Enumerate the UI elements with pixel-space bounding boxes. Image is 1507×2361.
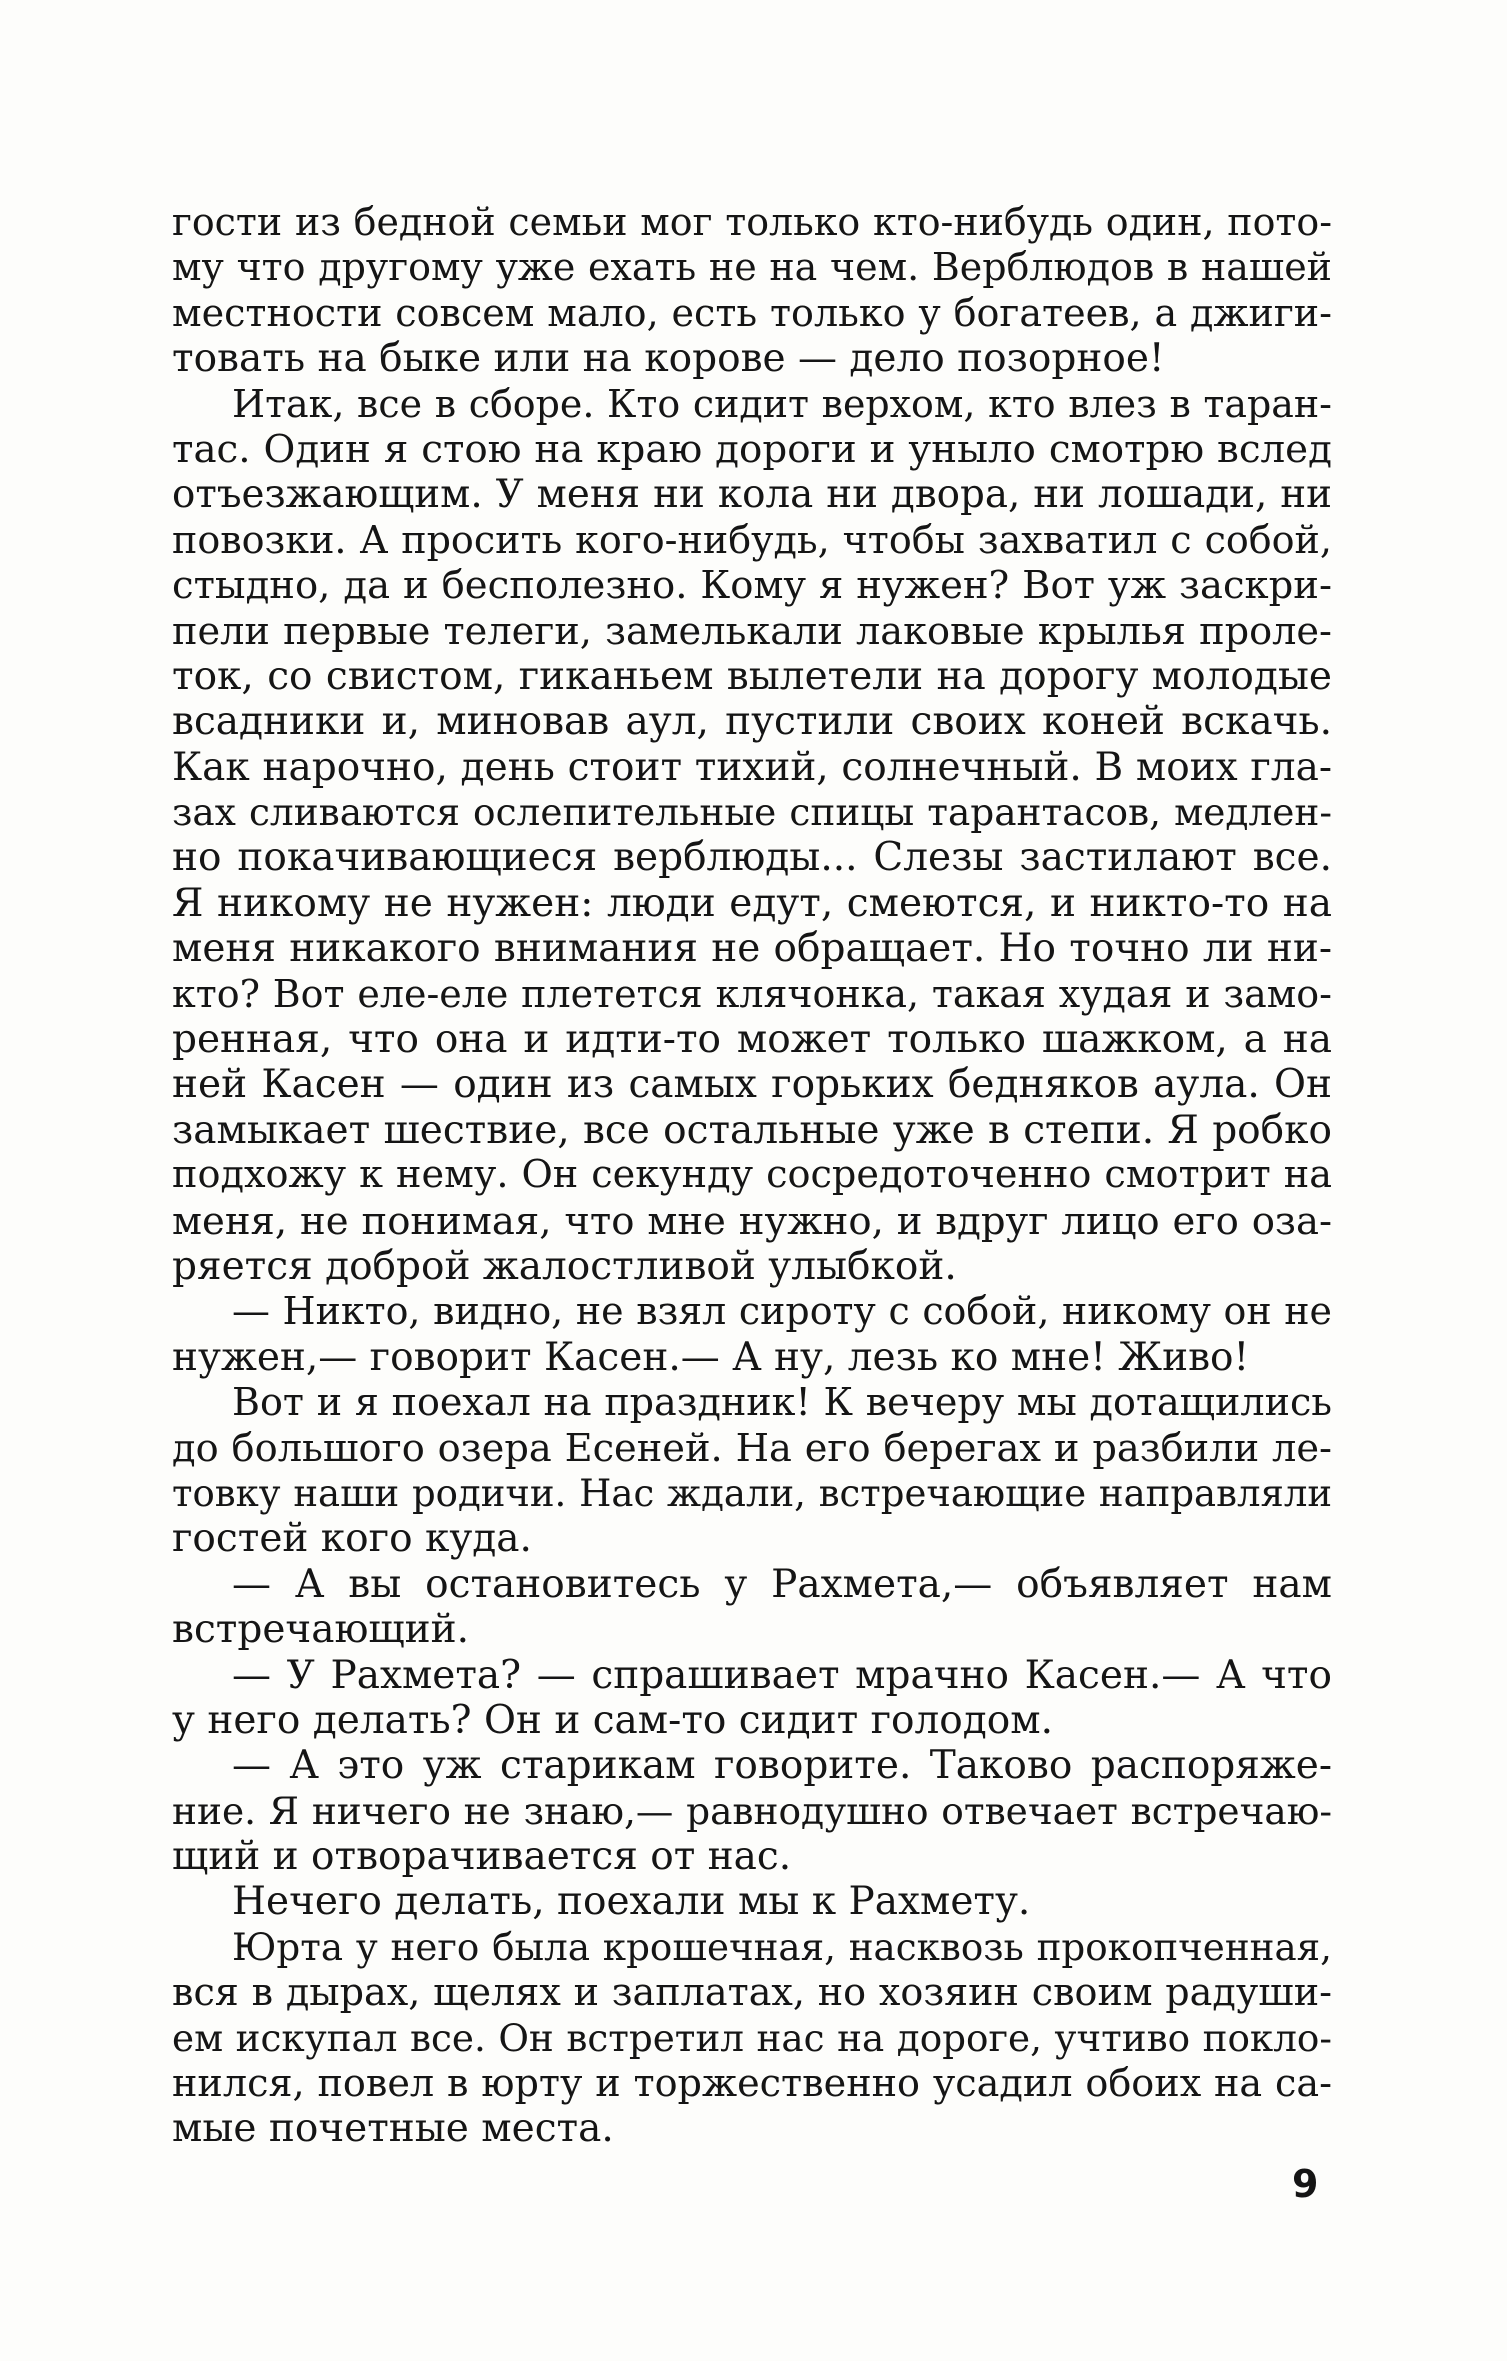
text-line: повозки. А просить кого-нибудь, чтобы захватил с собой, bbox=[172, 517, 1332, 562]
text-line: стыдно, да и бесполезно. Кому я нужен? Вот уж заскри- bbox=[172, 563, 1332, 609]
text-line: встречающий. bbox=[172, 1607, 470, 1653]
text-line: товать на быке или на корове — дело позорное! bbox=[172, 336, 1165, 382]
text-line: замыкает шествие, все остальные уже в степи. Я робко bbox=[172, 1107, 1332, 1153]
text-line: нужен,— говорит Касен.— А ну, лезь ко мне! Живо! bbox=[172, 1334, 1250, 1380]
text-line: ряется доброй жалостливой улыбкой. bbox=[172, 1243, 957, 1289]
text-line: кто? Вот еле-еле плетется клячонка, такая худая и замо- bbox=[172, 971, 1332, 1016]
text-line: му что другому уже ехать не на чем. Верблюдов в нашей bbox=[172, 245, 1332, 290]
text-line: тас. Один я стою на краю дороги и уныло смотрю вслед bbox=[172, 426, 1332, 472]
text-line: подхожу к нему. Он секунду сосредоточенно смотрит на bbox=[172, 1153, 1332, 1198]
text-line: — Никто, видно, не взял сироту с собой, никому он не bbox=[232, 1289, 1332, 1334]
text-line: — А вы остановитесь у Рахмета,— объявляет нам bbox=[232, 1561, 1332, 1607]
text-line: щий и отворачивается от нас. bbox=[172, 1834, 792, 1880]
text-line: ней Касен — один из самых горьких бедняков аула. Он bbox=[172, 1062, 1332, 1108]
text-line: до большого озера Есеней. На его берегах и разбили ле- bbox=[172, 1425, 1332, 1471]
text-line: но покачивающиеся верблюды... Слезы застилают все. bbox=[172, 835, 1332, 881]
text-line: вся в дырах, щелях и заплатах, но хозяин своим радуши- bbox=[172, 1970, 1332, 2015]
text-line: всадники и, миновав аул, пустили своих коней вскачь. bbox=[172, 699, 1332, 745]
text-line: Итак, все в сборе. Кто сидит верхом, кто влез в таран- bbox=[232, 381, 1332, 426]
text-line: у него делать? Он и сам-то сидит голодом. bbox=[172, 1697, 1053, 1743]
text-line: мые почетные места. bbox=[172, 2106, 614, 2152]
body-text bbox=[172, 200, 1332, 2152]
text-line: Как нарочно, день стоит тихий, солнечный. В моих гла- bbox=[172, 744, 1332, 790]
text-line: Я никому не нужен: люди едут, смеются, и никто-то на bbox=[172, 880, 1332, 926]
text-line: — А это уж старикам говорите. Таково распоряже- bbox=[232, 1743, 1332, 1789]
text-line: Юрта у него была крошечная, насквозь прокопченная, bbox=[232, 1924, 1332, 1969]
text-line: меня, не понимая, что мне нужно, и вдруг лицо его оза- bbox=[172, 1198, 1332, 1244]
text-line: ренная, что она и идти-то может только шажком, а на bbox=[172, 1017, 1332, 1063]
text-line: — У Рахмета? — спрашивает мрачно Касен.— А что bbox=[232, 1652, 1332, 1698]
text-line: меня никакого внимания не обращает. Но точно ли ни- bbox=[172, 926, 1332, 972]
text-line: Нечего делать, поехали мы к Рахмету. bbox=[232, 1879, 1031, 1925]
text-line: товку наши родичи. Нас ждали, встречающие направляли bbox=[172, 1471, 1332, 1515]
text-line: нился, повел в юрту и торжественно усадил обоих на са- bbox=[172, 2061, 1332, 2106]
text-line: гостей кого куда. bbox=[172, 1516, 532, 1562]
text-line: Вот и я поехал на праздник! К вечеру мы дотащились bbox=[232, 1380, 1332, 1425]
text-line: ток, со свистом, гиканьем вылетели на дорогу молодые bbox=[172, 653, 1332, 699]
text-line: зах сливаются ослепительные спицы тарантасов, медлен- bbox=[172, 790, 1332, 835]
text-line: местности совсем мало, есть только у богатеев, а джиги- bbox=[172, 290, 1332, 335]
text-line: отъезжающим. У меня ни кола ни двора, ни лошади, ни bbox=[172, 472, 1332, 518]
text-line: гости из бедной семьи мог только кто-нибудь один, пото- bbox=[172, 200, 1332, 244]
text-line: ем искупал все. Он встретил нас на дороге, учтиво покло- bbox=[172, 2015, 1332, 2060]
text-line: пели первые телеги, замелькали лаковые крылья проле- bbox=[172, 608, 1332, 654]
page-number: 9 bbox=[1292, 2162, 1319, 2206]
text-line: ние. Я ничего не знаю,— равнодушно отвечает встречаю- bbox=[172, 1788, 1332, 1833]
